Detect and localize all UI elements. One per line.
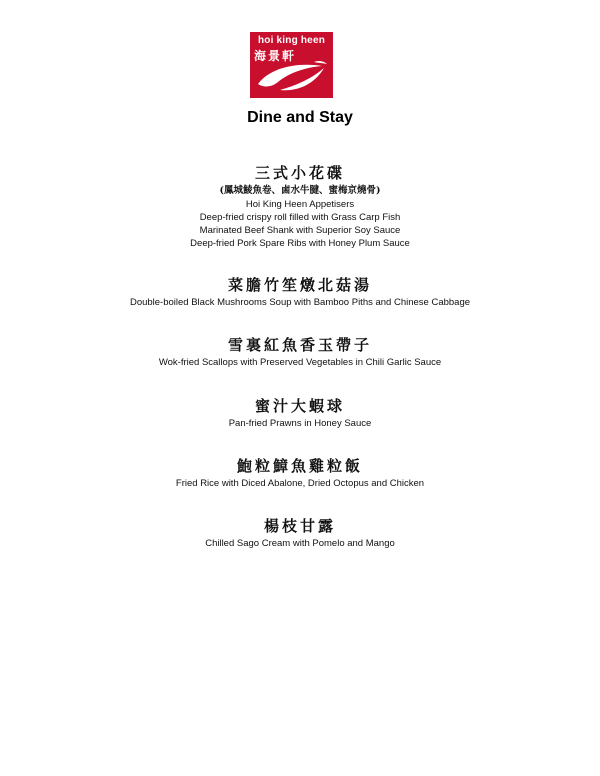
course-name-zh: 三式小花碟 xyxy=(254,164,345,182)
course-name-en: Wok-fried Scallops with Preserved Vegetables in Chili Garlic Sauce xyxy=(158,357,442,368)
logo-name-en: hoi king heen xyxy=(257,35,326,46)
page-title: Dine and Stay xyxy=(247,109,353,126)
course-name-en: Double-boiled Black Mushrooms Soup with Bamboo Piths and Chinese Cabbage xyxy=(129,297,471,308)
course-name-en: Pan-fried Prawns in Honey Sauce xyxy=(228,418,372,429)
course-name-en: Chilled Sago Cream with Pomelo and Mango xyxy=(205,538,395,549)
course-detail-en: Marinated Beef Shank with Superior Soy Sauce xyxy=(199,225,401,236)
course-subtitle-zh: (鳳城鯪魚卷、鹵水牛腱、蜜梅京燒骨) xyxy=(219,185,381,196)
course-detail-en: Deep-fried Pork Spare Ribs with Honey Plum Sauce xyxy=(190,238,410,249)
course-name-zh: 蜜汁大蝦球 xyxy=(254,397,345,415)
course-name-zh: 菜膽竹笙燉北菇湯 xyxy=(227,276,372,294)
course-name-en: Hoi King Heen Appetisers xyxy=(245,199,355,210)
course-name-zh: 雪裏紅魚香玉帶子 xyxy=(227,336,372,354)
course-fried-rice xyxy=(0,455,600,490)
course-name-en: Fried Rice with Diced Abalone, Dried Octopus and Chicken xyxy=(175,478,425,489)
course-prawns xyxy=(0,395,600,430)
course-soup xyxy=(0,274,600,309)
course-dessert xyxy=(0,515,600,550)
restaurant-logo xyxy=(250,32,333,98)
course-detail-en: Deep-fried crispy roll filled with Grass Carp Fish xyxy=(199,212,401,223)
course-name-zh: 鮑粒鱆魚雞粒飯 xyxy=(236,457,363,475)
course-name-zh: 楊枝甘露 xyxy=(263,517,336,535)
logo-name-zh: 海景軒 xyxy=(254,49,297,63)
course-appetisers xyxy=(0,162,600,250)
course-scallops xyxy=(0,334,600,369)
